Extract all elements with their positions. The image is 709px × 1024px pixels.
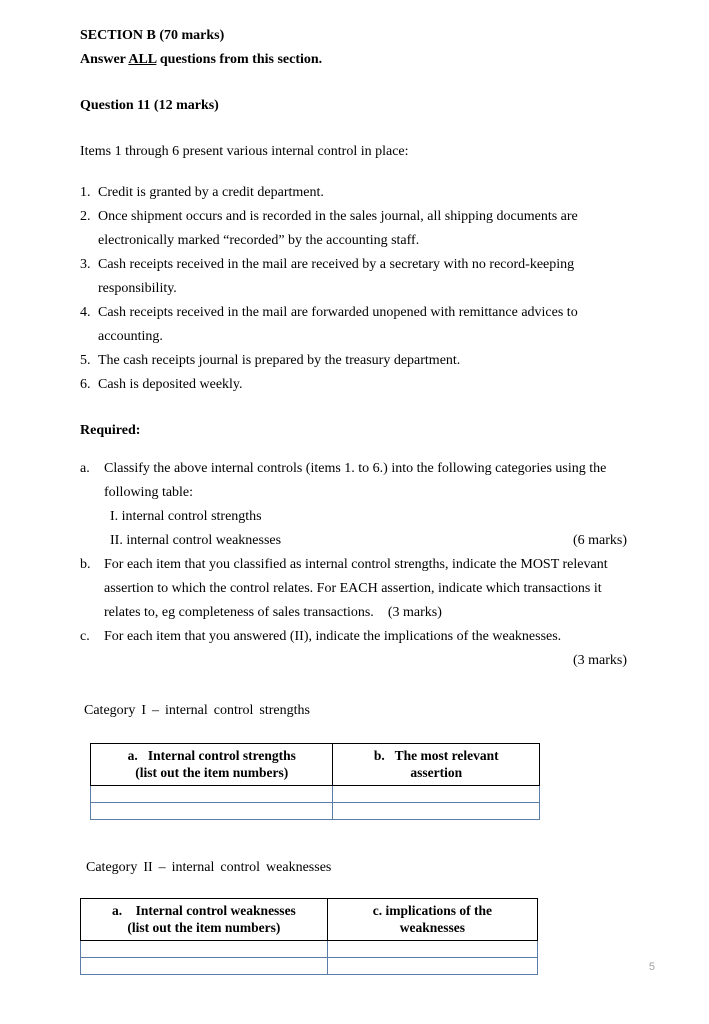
table-header-row xyxy=(81,899,538,941)
item-number: 1. xyxy=(80,185,91,200)
table2-header-col-b xyxy=(327,899,537,941)
marks-label: (3 marks) xyxy=(572,653,627,668)
table-row xyxy=(81,941,538,958)
item-number: 2. xyxy=(80,209,91,224)
list-item xyxy=(80,253,627,301)
table-header-row xyxy=(91,744,540,786)
category-1-table xyxy=(90,743,540,820)
instruction-underlined-word: ALL xyxy=(128,52,157,67)
list-item xyxy=(80,349,627,373)
part-label: a. xyxy=(80,461,90,476)
header-line-2: assertion xyxy=(410,765,463,780)
item-text: Cash is deposited weekly. xyxy=(98,377,243,392)
answer-cell xyxy=(327,958,537,975)
instruction-suffix: questions from this section. xyxy=(156,52,323,67)
table-row xyxy=(91,786,540,803)
item-text: Credit is granted by a credit department. xyxy=(98,185,324,200)
item-number: 3. xyxy=(80,257,91,272)
item-text: Cash receipts received in the mail are received by a secretary with no record-keeping responsibility. xyxy=(98,257,575,296)
header-line-2: (list out the item numbers) xyxy=(135,765,289,780)
part-a-subitem-1: I. internal control strengths xyxy=(110,509,262,524)
answer-cell xyxy=(333,786,540,803)
part-label: b. xyxy=(80,557,91,572)
item-text: Once shipment occurs and is recorded in the sales journal, all shipping documents are electronically marked “recorded” by the accounting staff. xyxy=(98,209,578,248)
answer-cell xyxy=(333,803,540,820)
control-items-list xyxy=(80,181,627,397)
part-a-subitem-2 xyxy=(110,529,627,553)
answer-cell xyxy=(91,803,333,820)
category-2-table xyxy=(80,898,538,975)
section-instruction xyxy=(80,50,627,70)
answer-cell xyxy=(91,786,333,803)
header-line-1: c. implications of the xyxy=(372,903,492,918)
part-label: c. xyxy=(80,629,90,644)
item-number: 4. xyxy=(80,305,91,320)
item-number: 5. xyxy=(80,353,91,368)
question-intro: Items 1 through 6 present various internal control in place: xyxy=(80,144,409,159)
table-row xyxy=(81,958,538,975)
list-item xyxy=(80,373,627,397)
item-text: The cash receipts journal is prepared by the treasury department. xyxy=(98,353,461,368)
answer-cell xyxy=(81,958,328,975)
header-line-2: (list out the item numbers) xyxy=(127,920,281,935)
answer-cell xyxy=(327,941,537,958)
part-text: For each item that you classified as internal control strengths, indicate the MOST relevant assertion to which the control relates. For EACH assertion, indicate which transactions it relates to, eg completeness of sales transactions. (3 marks) xyxy=(104,557,608,620)
list-item xyxy=(80,181,627,205)
section-title: SECTION B (70 marks) xyxy=(80,28,225,43)
table1-header-col-b xyxy=(333,744,540,786)
header-line-1: a. Internal control strengths xyxy=(127,748,296,763)
required-part-a xyxy=(80,457,627,505)
part-text: Classify the above internal controls (items 1. to 6.) into the following categories using the following table: xyxy=(104,461,607,500)
list-item xyxy=(80,205,627,253)
instruction-prefix: Answer xyxy=(80,52,129,67)
item-text: Cash receipts received in the mail are forwarded unopened with remittance advices to accounting. xyxy=(98,305,578,344)
page-number: 5 xyxy=(648,961,655,973)
list-item xyxy=(80,301,627,349)
category-1-caption: Category I – internal control strengths xyxy=(84,703,310,718)
answer-cell xyxy=(81,941,328,958)
required-parts xyxy=(80,457,627,673)
header-line-1: b. The most relevant xyxy=(373,748,499,763)
required-part-c xyxy=(80,625,627,649)
required-part-b xyxy=(80,553,627,625)
category-2-caption: Category II – internal control weaknesses xyxy=(86,860,332,875)
marks-label: (3 marks) xyxy=(387,605,442,620)
table1-header-col-a xyxy=(91,744,333,786)
item-number: 6. xyxy=(80,377,91,392)
header-line-2: weaknesses xyxy=(399,920,466,935)
question-title: Question 11 (12 marks) xyxy=(80,98,219,113)
marks-label: (6 marks) xyxy=(572,533,627,548)
subitem-text: II. internal control weaknesses xyxy=(110,533,282,548)
table-row xyxy=(91,803,540,820)
header-line-1: a. Internal control weaknesses xyxy=(111,903,296,918)
table2-header-col-a xyxy=(81,899,328,941)
part-text: For each item that you answered (II), indicate the implications of the weaknesses. xyxy=(104,629,562,644)
required-label: Required: xyxy=(80,423,141,438)
